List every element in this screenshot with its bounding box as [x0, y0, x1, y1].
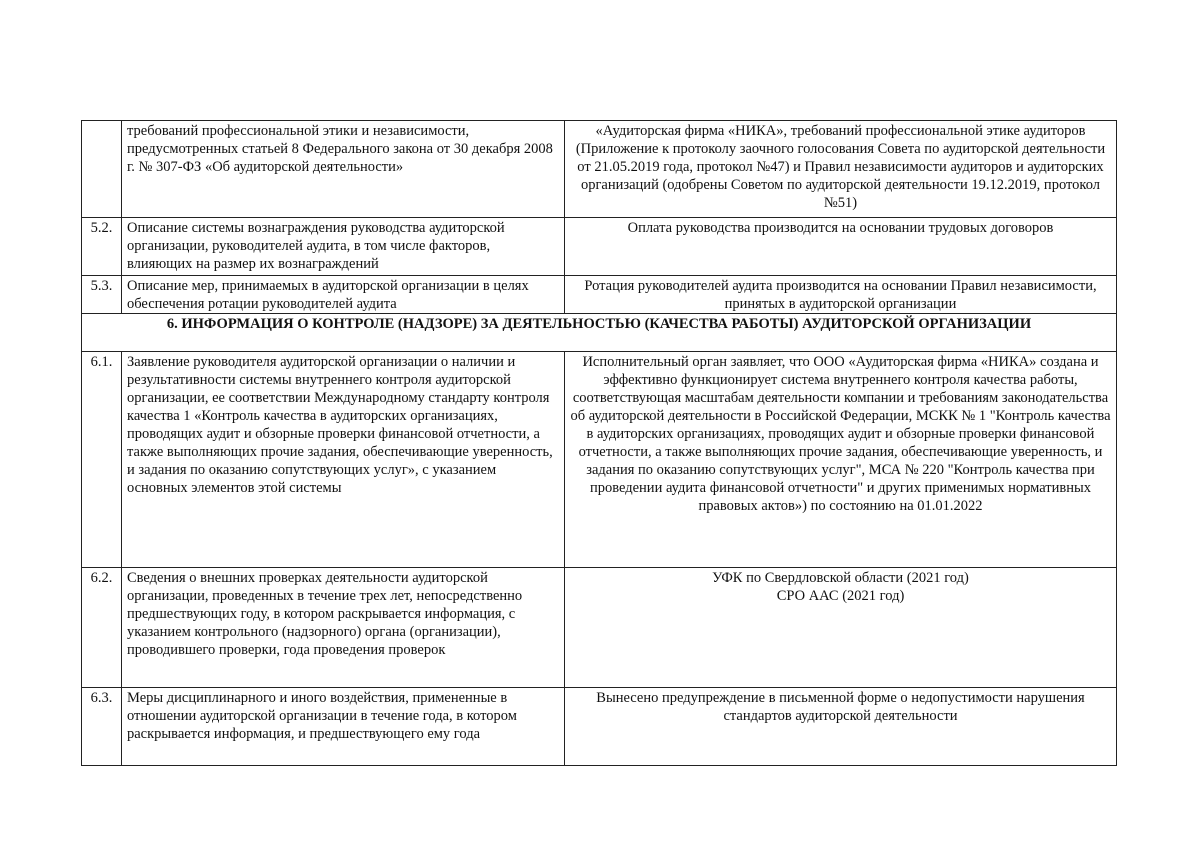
row-value — [565, 568, 1117, 688]
row-description: Меры дисциплинарного и иного воздействия, примененные в отношении аудиторской организации в течение года, в котором раскрывается информация, и предшествующего ему года — [122, 688, 565, 766]
table-row — [82, 218, 1117, 276]
value-line: УФК по Свердловской области (2021 год) — [712, 570, 969, 586]
row-description: Описание мер, принимаемых в аудиторской организации в целях обеспечения ротации руководителей аудита — [122, 276, 565, 314]
row-value: Оплата руководства производится на основании трудовых договоров — [565, 218, 1117, 276]
row-value: Ротация руководителей аудита производится на основании Правил независимости, принятых в аудиторской организации — [565, 276, 1117, 314]
row-value: Исполнительный орган заявляет, что ООО «Аудиторская фирма «НИКА» создана и эффективно функционирует система внутреннего контроля качества работы, соответствующая масштабам деятельности компании и требованиям законодательства об аудиторской деятельности в Российской Федерации, МСКК № 1 "Контроль качества в аудиторских организациях, проводящих аудит и обзорные проверки финансовой отчетности, а также выполняющих прочие задания, обеспечивающие уверенность, и задания по оказанию сопутствующих услуг", МСА № 220 "Контроль качества при проведении аудита финансовой отчетности" и других применимых нормативных правовых актов») по состоянию на 01.01.2022 — [565, 352, 1117, 568]
row-description: Описание системы вознаграждения руководства аудиторской организации, руководителей аудита, в том числе факторов, влияющих на размер их вознаграждений — [122, 218, 565, 276]
row-number: 5.2. — [82, 218, 122, 276]
row-description: Заявление руководителя аудиторской организации о наличии и результативности системы внутреннего контроля аудиторской организации, ее соответствии Международному стандарту контроля качества 1 «Контроль качества в аудиторских организациях, проводящих аудит и обзорные проверки финансовой отчетности, а также выполняющих прочие задания, обеспечивающие уверенность, и задания по оказанию сопутствующих услуг», с указанием основных элементов этой системы — [122, 352, 565, 568]
table-row — [82, 276, 1117, 314]
disclosure-table — [81, 120, 1117, 766]
row-number: 6.1. — [82, 352, 122, 568]
table-row — [82, 352, 1117, 568]
table-row — [82, 121, 1117, 218]
row-number — [82, 121, 122, 218]
row-description: требований профессиональной этики и независимости, предусмотренных статьей 8 Федерального закона от 30 декабря 2008 г. № 307-ФЗ «Об аудиторской деятельности» — [122, 121, 565, 218]
row-number: 6.3. — [82, 688, 122, 766]
section-title: 6. ИНФОРМАЦИЯ О КОНТРОЛЕ (НАДЗОРЕ) ЗА ДЕЯТЕЛЬНОСТЬЮ (КАЧЕСТВА РАБОТЫ) АУДИТОРСКОЙ ОРГАНИЗАЦИИ — [82, 314, 1117, 352]
row-number: 6.2. — [82, 568, 122, 688]
row-description: Сведения о внешних проверках деятельности аудиторской организации, проведенных в течение трех лет, непосредственно предшествующих году, в котором раскрывается информация, с указанием контрольного (надзорного) органа (организации), проводившего проверки, года проведения проверок — [122, 568, 565, 688]
value-line: СРО ААС (2021 год) — [776, 588, 905, 604]
row-number: 5.3. — [82, 276, 122, 314]
table-row — [82, 568, 1117, 688]
table-row — [82, 688, 1117, 766]
row-value: Вынесено предупреждение в письменной форме о недопустимости нарушения стандартов аудиторской деятельности — [565, 688, 1117, 766]
row-value: «Аудиторская фирма «НИКА», требований профессиональной этике аудиторов (Приложение к протоколу заочного голосования Совета по аудиторской деятельности от 21.05.2019 года, протокол №47) и Правил независимости аудиторов и аудиторских организаций (одобрены Советом по аудиторской деятельности 19.12.2019, протокол №51) — [565, 121, 1117, 218]
section-header-row — [82, 314, 1117, 352]
